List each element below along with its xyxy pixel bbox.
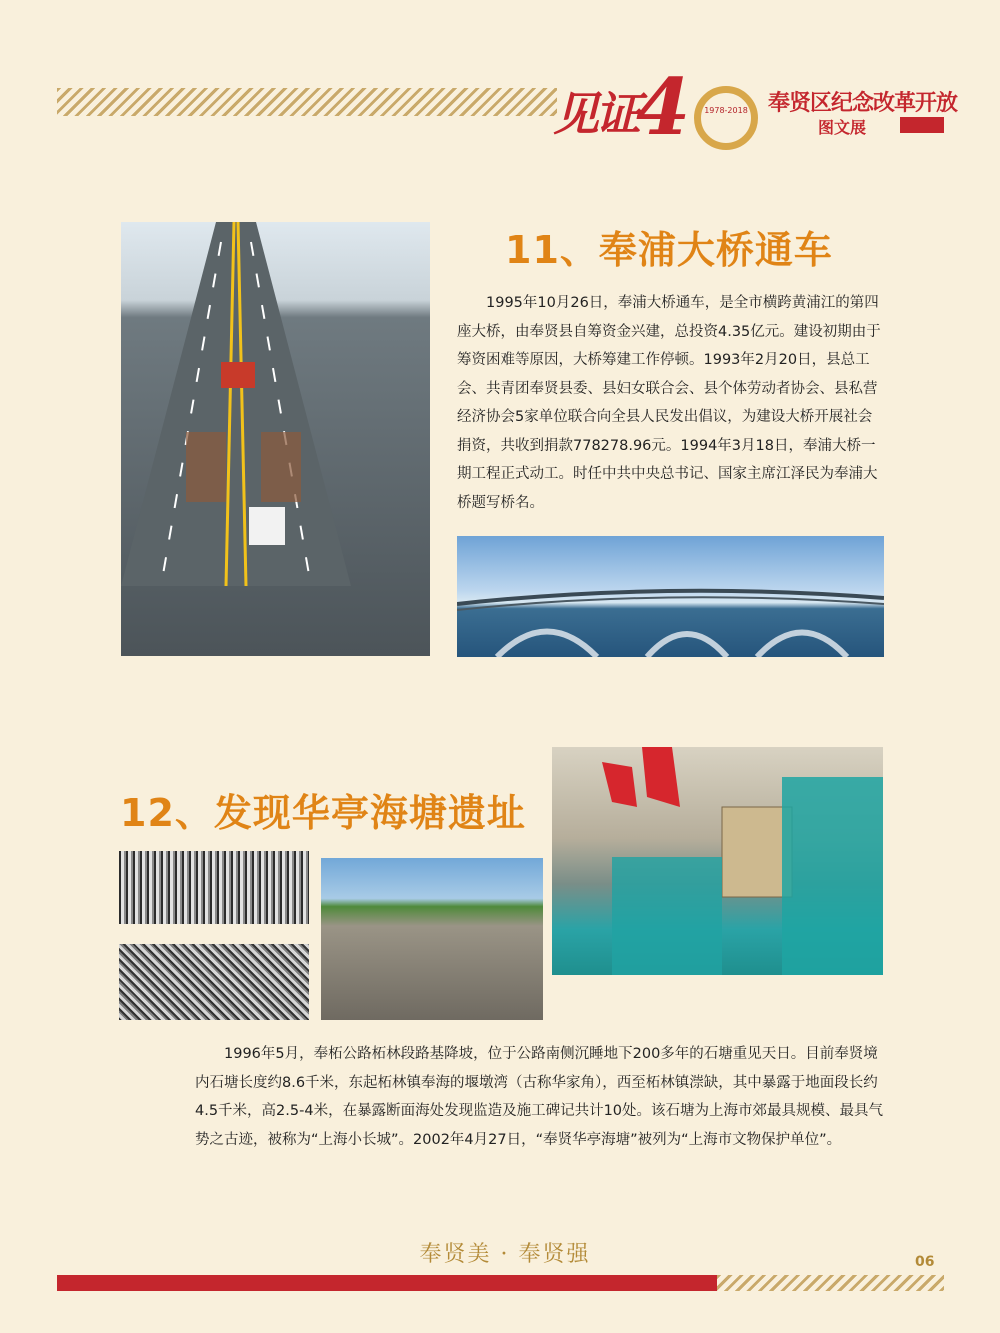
section-11-title: 11、奉浦大桥通车	[505, 228, 833, 272]
section-11-body: 1995年10月26日，奉浦大桥通车，是全市横跨黄浦江的第四座大桥，由奉贤县自筹资金兴建，总投资4.35亿元。建设初期由于筹资困难等原因，大桥筹建工作停顿。1993年2月20日，县总工会、共青团奉贤县委、县妇女联合会、县个体劳动者协会、县私营经济协会5家单位联合向全县人民发出倡议，为建设大桥开展社会捐资，共收到捐款778278.96元。1994年3月18日，奉浦大桥一期工程正式动工。时任中共中央总书记、国家主席江泽民为奉浦大桥题写桥名。	[457, 295, 881, 511]
logo-ring-zero	[694, 86, 758, 150]
stone-inscription-rubbing-photo	[119, 851, 309, 924]
road-illustration	[121, 222, 351, 586]
logo-years: 1978-2018	[704, 106, 748, 115]
bridge-opening-parade-photo	[121, 222, 430, 656]
bridge-river-photo	[457, 536, 884, 657]
footer-red-band	[57, 1275, 717, 1291]
exhibition-subtitle: 图文展	[818, 118, 867, 137]
footer-slogan: 奉贤美 · 奉贤强	[419, 1242, 591, 1267]
logo-digit-four: 4	[636, 62, 691, 153]
section-12-title: 12、发现华亭海塘遗址	[120, 791, 526, 835]
header-stripe-band	[57, 88, 557, 116]
logo-script-text: 见证	[553, 87, 637, 141]
exhibition-title: 奉贤区纪念改革开放	[768, 91, 958, 116]
section-12-body: 1996年5月，奉柘公路柘林段路基降坡，位于公路南侧沉睡地下200多年的石塘重见天日。目前奉贤境内石塘长度约8.6千米，东起柘林镇奉海的堰墩湾（古称华家角），西至柘林镇漴缺，其中暴露于地面段长约4.5千米，高2.5-4米，在暴露断面海处发现监造及施工碑记共计10处。该石塘为上海市郊最具规模、最具气势之古迹，被称为“上海小长城”。2002年4月27日，“奉贤华亭海塘”被列为“上海市文物保护单位”。	[195, 1046, 884, 1148]
stone-inscription-rubbing-photo	[119, 944, 309, 1020]
page-number: 06	[915, 1254, 935, 1270]
header-red-accent	[900, 117, 944, 133]
students-at-monument-photo	[552, 747, 883, 975]
bridge-silhouette	[457, 536, 884, 657]
footer-stripe-band	[717, 1275, 944, 1291]
students-scene	[552, 747, 883, 975]
stone-seawall-photo	[321, 858, 543, 1020]
